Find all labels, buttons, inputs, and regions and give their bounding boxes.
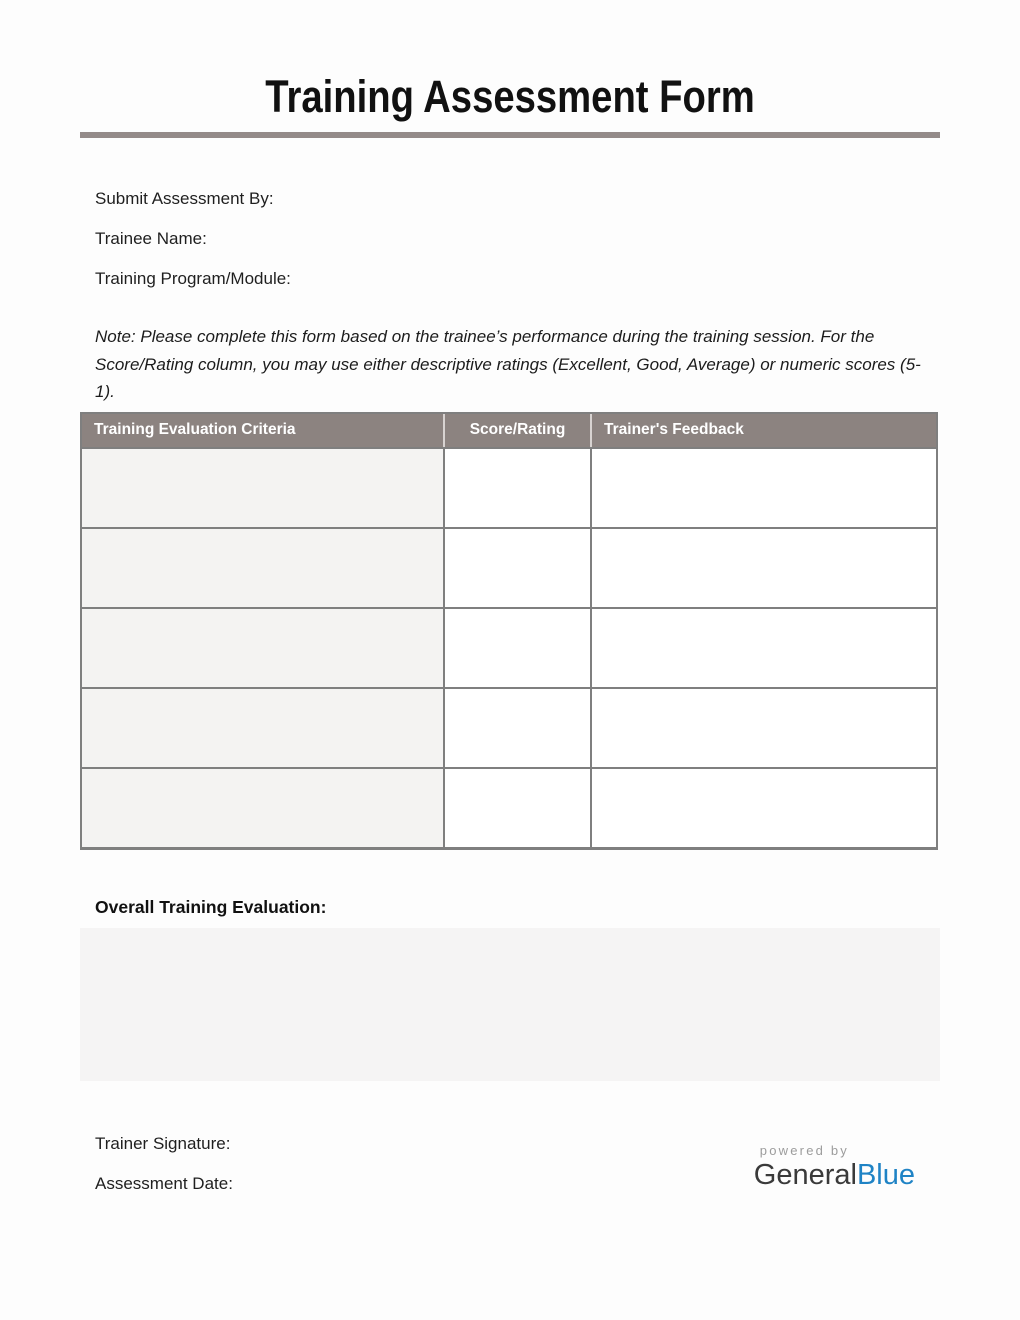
criteria-cell[interactable] [82, 607, 443, 687]
submit-assessment-by-value[interactable] [282, 188, 940, 204]
overall-training-evaluation-field[interactable] [80, 928, 940, 1081]
trainee-name-label: Trainee Name: [95, 229, 207, 248]
feedback-cell[interactable] [590, 767, 936, 847]
feedback-cell[interactable] [590, 687, 936, 767]
score-cell[interactable] [443, 527, 590, 607]
table-row [82, 767, 936, 847]
trainee-name-row [95, 228, 940, 246]
criteria-cell[interactable] [82, 687, 443, 767]
brand-name [754, 1159, 915, 1191]
signature-section [95, 1133, 940, 1253]
table-row [82, 527, 936, 607]
brand-name-blue: Blue [856, 1158, 915, 1191]
submit-assessment-by-label: Submit Assessment By: [95, 189, 274, 208]
training-program-row [95, 268, 940, 286]
evaluation-table [80, 412, 938, 850]
trainer-signature-label: Trainer Signature: [95, 1133, 231, 1153]
trainee-name-value[interactable] [215, 228, 940, 244]
submit-assessment-by-row [95, 188, 940, 206]
criteria-cell[interactable] [82, 527, 443, 607]
header-trainers-feedback: Trainer's Feedback [590, 414, 936, 447]
score-cell[interactable] [443, 687, 590, 767]
table-row [82, 607, 936, 687]
score-cell[interactable] [443, 767, 590, 847]
score-cell[interactable] [443, 447, 590, 527]
training-program-value[interactable] [299, 268, 940, 284]
evaluation-table-header-row [82, 414, 936, 447]
powered-by-text: powered by [759, 1142, 849, 1158]
assessment-meta-fields [95, 188, 940, 286]
score-cell[interactable] [443, 607, 590, 687]
training-program-label: Training Program/Module: [95, 269, 291, 288]
general-blue-logo [754, 1143, 915, 1192]
brand-name-general: General [753, 1158, 857, 1191]
overall-training-evaluation-label: Overall Training Evaluation: [95, 896, 327, 917]
table-row [82, 447, 936, 527]
page-title: Training Assessment Form [265, 71, 755, 122]
feedback-cell[interactable] [590, 607, 936, 687]
table-row [82, 687, 936, 767]
header-training-evaluation-criteria: Training Evaluation Criteria [82, 414, 443, 447]
feedback-cell[interactable] [590, 527, 936, 607]
feedback-cell[interactable] [590, 447, 936, 527]
document-header [0, 0, 1020, 138]
assessment-date-label: Assessment Date: [95, 1173, 233, 1193]
criteria-cell[interactable] [82, 767, 443, 847]
criteria-cell[interactable] [82, 447, 443, 527]
title-underline [80, 132, 940, 138]
instruction-note: Note: Please complete this form based on the trainee’s performance during the training session. For the Score/Rating column, you may use either descriptive ratings (Excellent, Good, Average) or numeric scores (5-1). [95, 327, 921, 401]
header-score-rating: Score/Rating [443, 414, 590, 447]
